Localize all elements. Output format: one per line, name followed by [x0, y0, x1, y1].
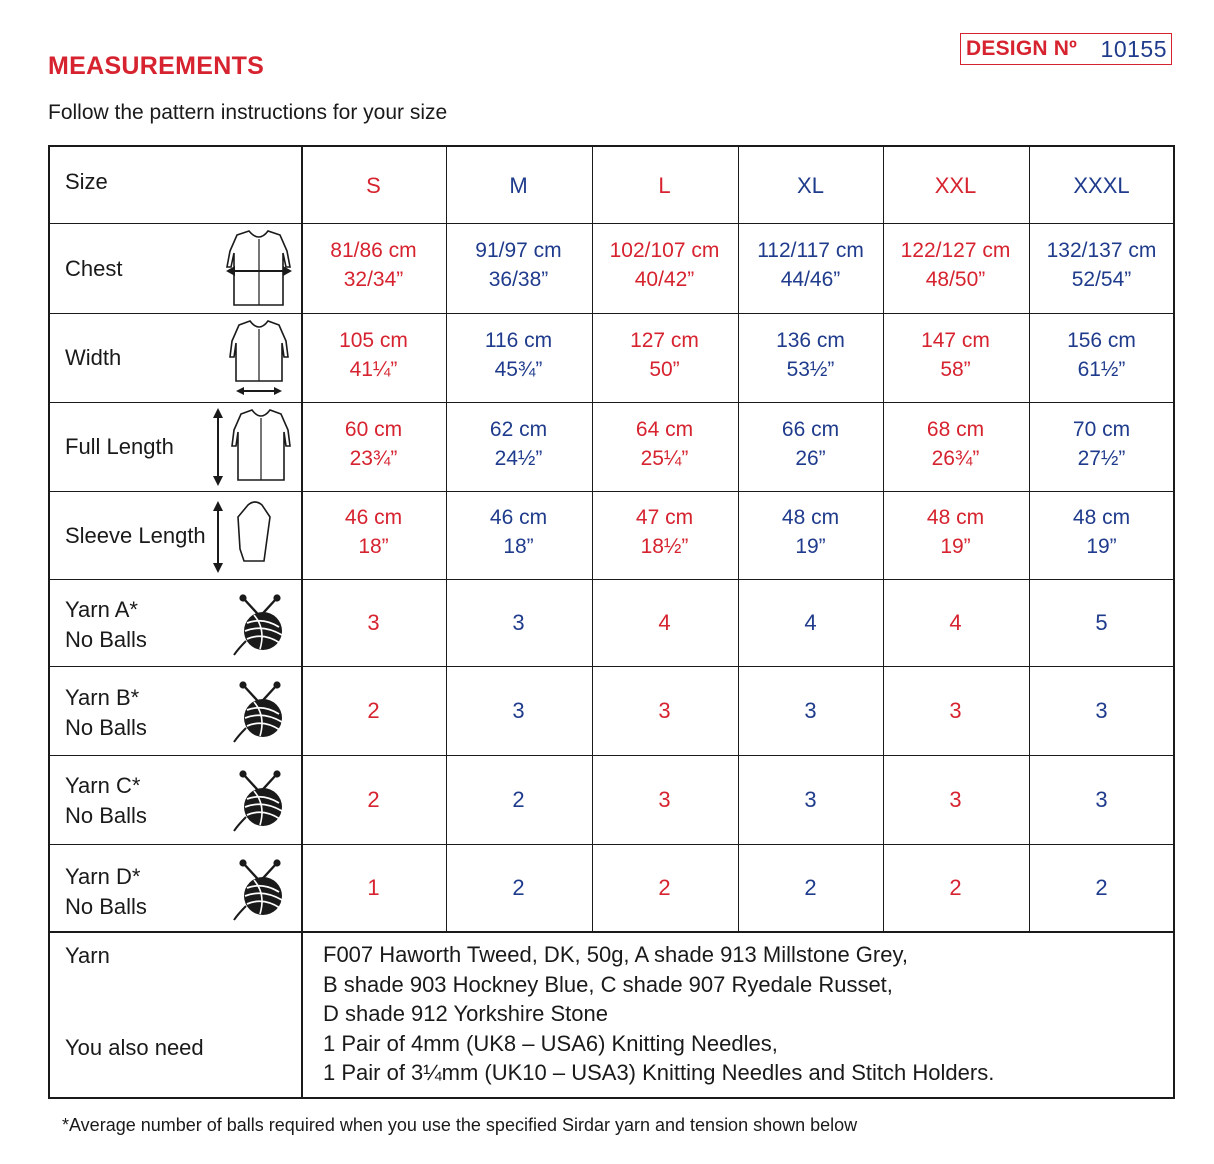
ball-count-cell: 3 — [658, 787, 671, 812]
measurement-cell: 62 cm 24½” — [489, 417, 548, 470]
measurement-cell: 102/107 cm 40/42” — [609, 239, 720, 291]
also-need-line: 1 Pair of 3¼mm (UK10 – USA3) Knitting Needles and Stitch Holders. — [323, 1060, 995, 1085]
yarn-b-row-label: Yarn B* No Balls — [65, 685, 147, 740]
yarn-ball-icon — [230, 858, 290, 922]
yarn-ball-icon — [230, 680, 290, 744]
ball-count-cell: 2 — [804, 875, 817, 900]
sleeve-length-measure-icon — [210, 495, 286, 577]
measurement-cell: 47 cm 18½” — [635, 506, 694, 558]
also-need-line: 1 Pair of 4mm (UK8 – USA6) Knitting Needles, — [323, 1030, 778, 1056]
yarn-ball-icon — [230, 769, 290, 833]
measurement-cell: 66 cm 26” — [781, 417, 840, 470]
measurement-cell: 81/86 cm 32/34” — [330, 239, 417, 291]
ball-count-cell: 3 — [367, 610, 380, 635]
yarn-line: B shade 903 Hockney Blue, C shade 907 Ryedale Russet, — [323, 971, 893, 997]
also-need-label: You also need — [65, 1035, 204, 1060]
chest-row-label: Chest — [65, 256, 123, 281]
width-row-label: Width — [65, 345, 122, 370]
ball-count-cell: 3 — [1095, 698, 1108, 723]
design-label: DESIGN Nº — [966, 37, 1077, 60]
ball-count-cell: 2 — [949, 875, 962, 900]
chest-measure-icon — [223, 227, 295, 311]
ball-count-cell: 3 — [804, 698, 817, 723]
ball-count-cell: 1 — [367, 875, 380, 900]
measurement-cell: 48 cm 19” — [926, 506, 985, 558]
ball-count-cell: 2 — [512, 875, 525, 900]
measurements-table — [48, 145, 1175, 1099]
measurement-cell: 105 cm 41¼” — [339, 328, 408, 381]
size-header-s: S — [366, 172, 381, 198]
ball-count-cell: 3 — [949, 787, 962, 812]
intro-text: Follow the pattern instructions for your size — [48, 101, 448, 124]
ball-count-cell: 2 — [512, 787, 525, 812]
ball-count-cell: 3 — [804, 787, 817, 812]
size-header-xl: XL — [797, 172, 824, 198]
size-header-m: M — [509, 172, 528, 198]
ball-count-cell: 3 — [658, 698, 671, 723]
ball-count-cell: 2 — [658, 875, 671, 900]
ball-count-cell: 2 — [367, 698, 380, 723]
measurement-cell: 64 cm 25¼” — [635, 417, 694, 470]
measurement-cell: 48 cm 19” — [1072, 506, 1131, 558]
measurement-cell: 60 cm 23¾” — [344, 417, 403, 470]
measurement-cell: 156 cm 61½” — [1067, 328, 1136, 381]
full-length-row-label: Full Length — [65, 434, 174, 459]
ball-count-cell: 3 — [1095, 787, 1108, 812]
ball-count-cell: 4 — [949, 610, 962, 635]
yarn-a-row-label: Yarn A* No Balls — [65, 597, 147, 652]
width-measure-icon — [226, 317, 292, 401]
ball-count-cell: 3 — [949, 698, 962, 723]
ball-count-cell: 4 — [804, 610, 817, 635]
ball-count-cell: 5 — [1095, 610, 1108, 635]
measurement-cell: 127 cm 50” — [630, 328, 699, 381]
size-header-xxxl: XXXL — [1073, 172, 1130, 198]
full-length-measure-icon — [210, 406, 294, 488]
measurement-cell: 112/117 cm 44/46” — [757, 239, 864, 291]
measurement-cell: 70 cm 27½” — [1072, 417, 1131, 470]
yarn-line: F007 Haworth Tweed, DK, 50g, A shade 913 Millstone Grey, — [323, 942, 908, 967]
measurement-cell: 132/137 cm 52/54” — [1046, 239, 1157, 291]
measurement-cell: 46 cm 18” — [489, 506, 548, 558]
yarn-d-row-label: Yarn D* No Balls — [65, 864, 147, 919]
size-row-label: Size — [65, 169, 108, 194]
measurement-cell: 46 cm 18” — [344, 506, 403, 558]
row-divider — [50, 931, 1173, 933]
design-number-box — [960, 33, 1172, 65]
measurement-cell: 136 cm 53½” — [776, 328, 845, 381]
yarn-c-row-label: Yarn C* No Balls — [65, 773, 147, 828]
measurement-cell: 48 cm 19” — [781, 506, 840, 558]
ball-count-cell: 2 — [367, 787, 380, 812]
footnote: *Average number of balls required when you use the specified Sirdar yarn and tension shown below — [62, 1115, 858, 1135]
ball-count-cell: 2 — [1095, 875, 1108, 900]
yarn-line: D shade 912 Yorkshire Stone — [323, 1001, 608, 1026]
yarn-label: Yarn — [65, 943, 110, 968]
measurement-cell: 147 cm 58” — [921, 328, 990, 381]
yarn-ball-icon — [230, 593, 290, 657]
ball-count-cell: 4 — [658, 610, 671, 635]
measurement-cell: 68 cm 26¾” — [926, 417, 985, 470]
yarn-details — [323, 940, 994, 1088]
size-header-l: L — [658, 172, 671, 198]
design-number: 10155 — [1100, 35, 1167, 62]
ball-count-cell: 3 — [512, 698, 525, 723]
sleeve-length-row-label: Sleeve Length — [65, 523, 206, 548]
measurement-cell: 91/97 cm 36/38” — [475, 239, 562, 291]
ball-count-cell: 3 — [512, 610, 525, 635]
measurements-heading: MEASUREMENTS — [48, 52, 265, 80]
measurement-cell: 122/127 cm 48/50” — [900, 239, 1011, 291]
measurement-cell: 116 cm 45¾” — [484, 328, 553, 381]
size-header-xxl: XXL — [934, 172, 977, 198]
